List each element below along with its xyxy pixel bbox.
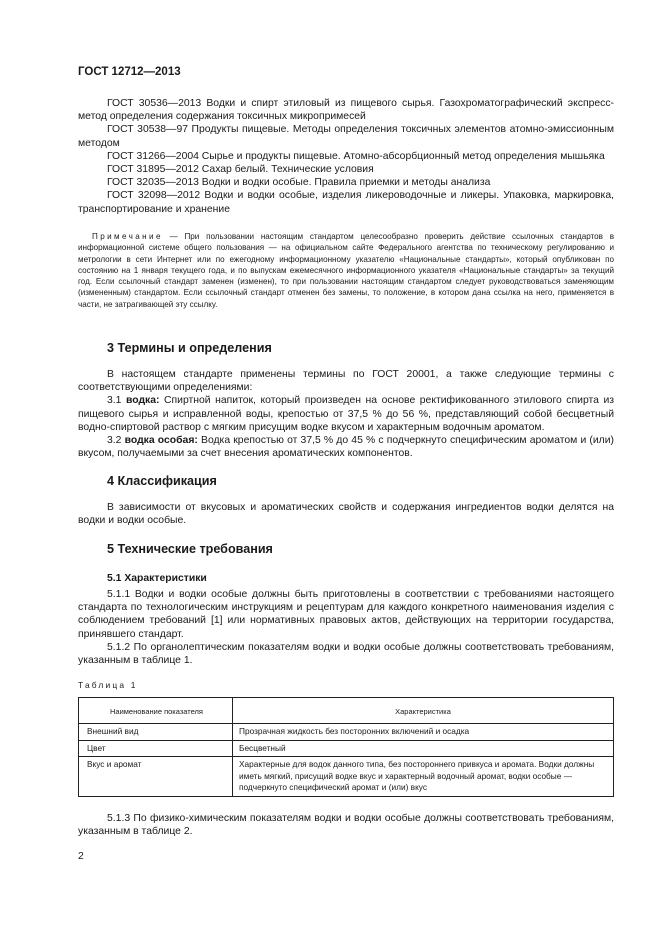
subsection-5-1-title: 5.1 Характеристики <box>107 573 207 584</box>
term-vodka <box>78 394 614 434</box>
table-cell-characteristic: Характерные для водок данного типа, без постороннего привкуса и аромата. Водки должны иметь мягкий, присущий водке вкус и характерный водочный аромат, водки особые — подчеркнуто специфический аромат и (или) вкус <box>233 757 614 797</box>
table-row <box>79 757 614 797</box>
reference-item: ГОСТ 32098—2012 Водки и водки особые, изделия ликероводочные и ликеры. Упаковка, маркировка, транспортирование и хранение <box>78 190 614 215</box>
section-4-title: 4 Классификация <box>107 474 217 488</box>
term-number: 3.2 <box>107 435 122 447</box>
section-4-body <box>78 501 614 527</box>
standard-header: ГОСТ 12712—2013 <box>78 66 181 78</box>
table-cell-characteristic: Бесцветный <box>233 740 614 757</box>
table-cell-indicator: Вкус и аромат <box>79 757 233 797</box>
references-list <box>78 97 614 216</box>
section-3-intro: В настоящем стандарте применены термины по ГОСТ 20001, а также следующие термины с соответствующими определениями: <box>78 369 614 394</box>
term-name: водка особая: <box>124 435 198 447</box>
note-label: Примечание <box>92 232 163 241</box>
table-header-cell: Характеристика <box>233 698 614 724</box>
term-definition: Спиртной напиток, который произведен на основе ректификованного этилового спирта из пищевого сырья и исправленной воды, крепостью от 37,5 % до 56 %, представляющий собой бесцветный водно-спиртовой раствор с мягким присущим водке вкусом и характерным водочным ароматом. <box>78 395 615 433</box>
section-5-body <box>78 588 614 667</box>
clause-5-1-3-block <box>78 812 614 838</box>
reference-item: ГОСТ 31895—2012 Сахар белый. Технические условия <box>107 164 374 176</box>
table-row <box>79 740 614 757</box>
term-definition: Водка крепостью от 37,5 % до 45 % с подчеркнуто специфическим ароматом и (или) вкусом, получаемыми за счет внесения ароматических компонентов. <box>78 435 615 460</box>
term-number: 3.1 <box>107 395 122 407</box>
page-number: 2 <box>78 851 84 862</box>
section-4-text: В зависимости от вкусовых и ароматических свойств и содержания ингредиентов водки делятся на водки и водки особые. <box>78 502 614 527</box>
section-5-title: 5 Технические требования <box>107 542 273 556</box>
table-header-row <box>79 698 614 724</box>
clause-5-1-1: 5.1.1 Водки и водки особые должны быть приготовлены в соответствии с требованиями настоящего стандарта по технологическим инструкциям и рецептурам для каждого конкретного наименования изделия с соблюдением требований [1] или нормативных правовых актов, действующих на территории государства, принявшего стандарт. <box>78 589 614 640</box>
clause-5-1-2: 5.1.2 По органолептическим показателям водки и водки особые должны соответствовать требованиям, указанным в таблице 1. <box>78 641 614 667</box>
table-1 <box>78 697 614 797</box>
table-1-caption: Таблица 1 <box>78 680 138 690</box>
reference-item: ГОСТ 30538—97 Продукты пищевые. Методы определения токсичных элементов атомно-эмиссионным методом <box>78 124 614 149</box>
term-name: водка: <box>126 395 160 407</box>
table-header-cell: Наименование показателя <box>79 698 233 724</box>
reference-item: ГОСТ 32035—2013 Водки и водки особые. Правила приемки и методы анализа <box>107 177 491 189</box>
note-block <box>78 231 614 310</box>
table-cell-indicator: Внешний вид <box>79 724 233 741</box>
note-text: — При пользовании настоящим стандартом целесообразно проверить действие ссылочных стандартов в информационной системе общего пользования — на официальном сайте Федерального агентства по техническому регулированию и метрологии в сети Интернет или по ежегодному информационному указателю «Национальные стандарты», который опубликован по состоянию на 1 января текущего года, и по выпускам ежемесячного информационного указателя «Национальные стандарты» за текущий год. Если ссылочный стандарт заменен (изменен), то при пользовании настоящим стандартом следует руководствоваться заменяющим (измененным) стандартом. Если ссылочный стандарт отменен без замены, то положение, в котором дана ссылка на него, применяется в части, не затрагивающей эту ссылку. <box>78 232 614 309</box>
section-3-body <box>78 368 614 460</box>
table-cell-characteristic: Прозрачная жидкость без посторонних включений и осадка <box>233 724 614 741</box>
clause-5-1-3: 5.1.3 По физико-химическим показателям водки и водки особые должны соответствовать требованиям, указанным в таблице 2. <box>78 813 614 838</box>
reference-item: ГОСТ 31266—2004 Сырье и продукты пищевые. Атомно-абсорбционный метод определения мышьяка <box>107 150 605 162</box>
reference-item: ГОСТ 30536—2013 Водки и спирт этиловый из пищевого сырья. Газохроматографический экспресс-метод определения содержания токсичных микропримесей <box>78 98 614 123</box>
term-vodka-special <box>78 434 614 460</box>
section-3-title: 3 Термины и определения <box>107 341 272 355</box>
table-cell-indicator: Цвет <box>79 740 233 757</box>
table-row <box>79 724 614 741</box>
